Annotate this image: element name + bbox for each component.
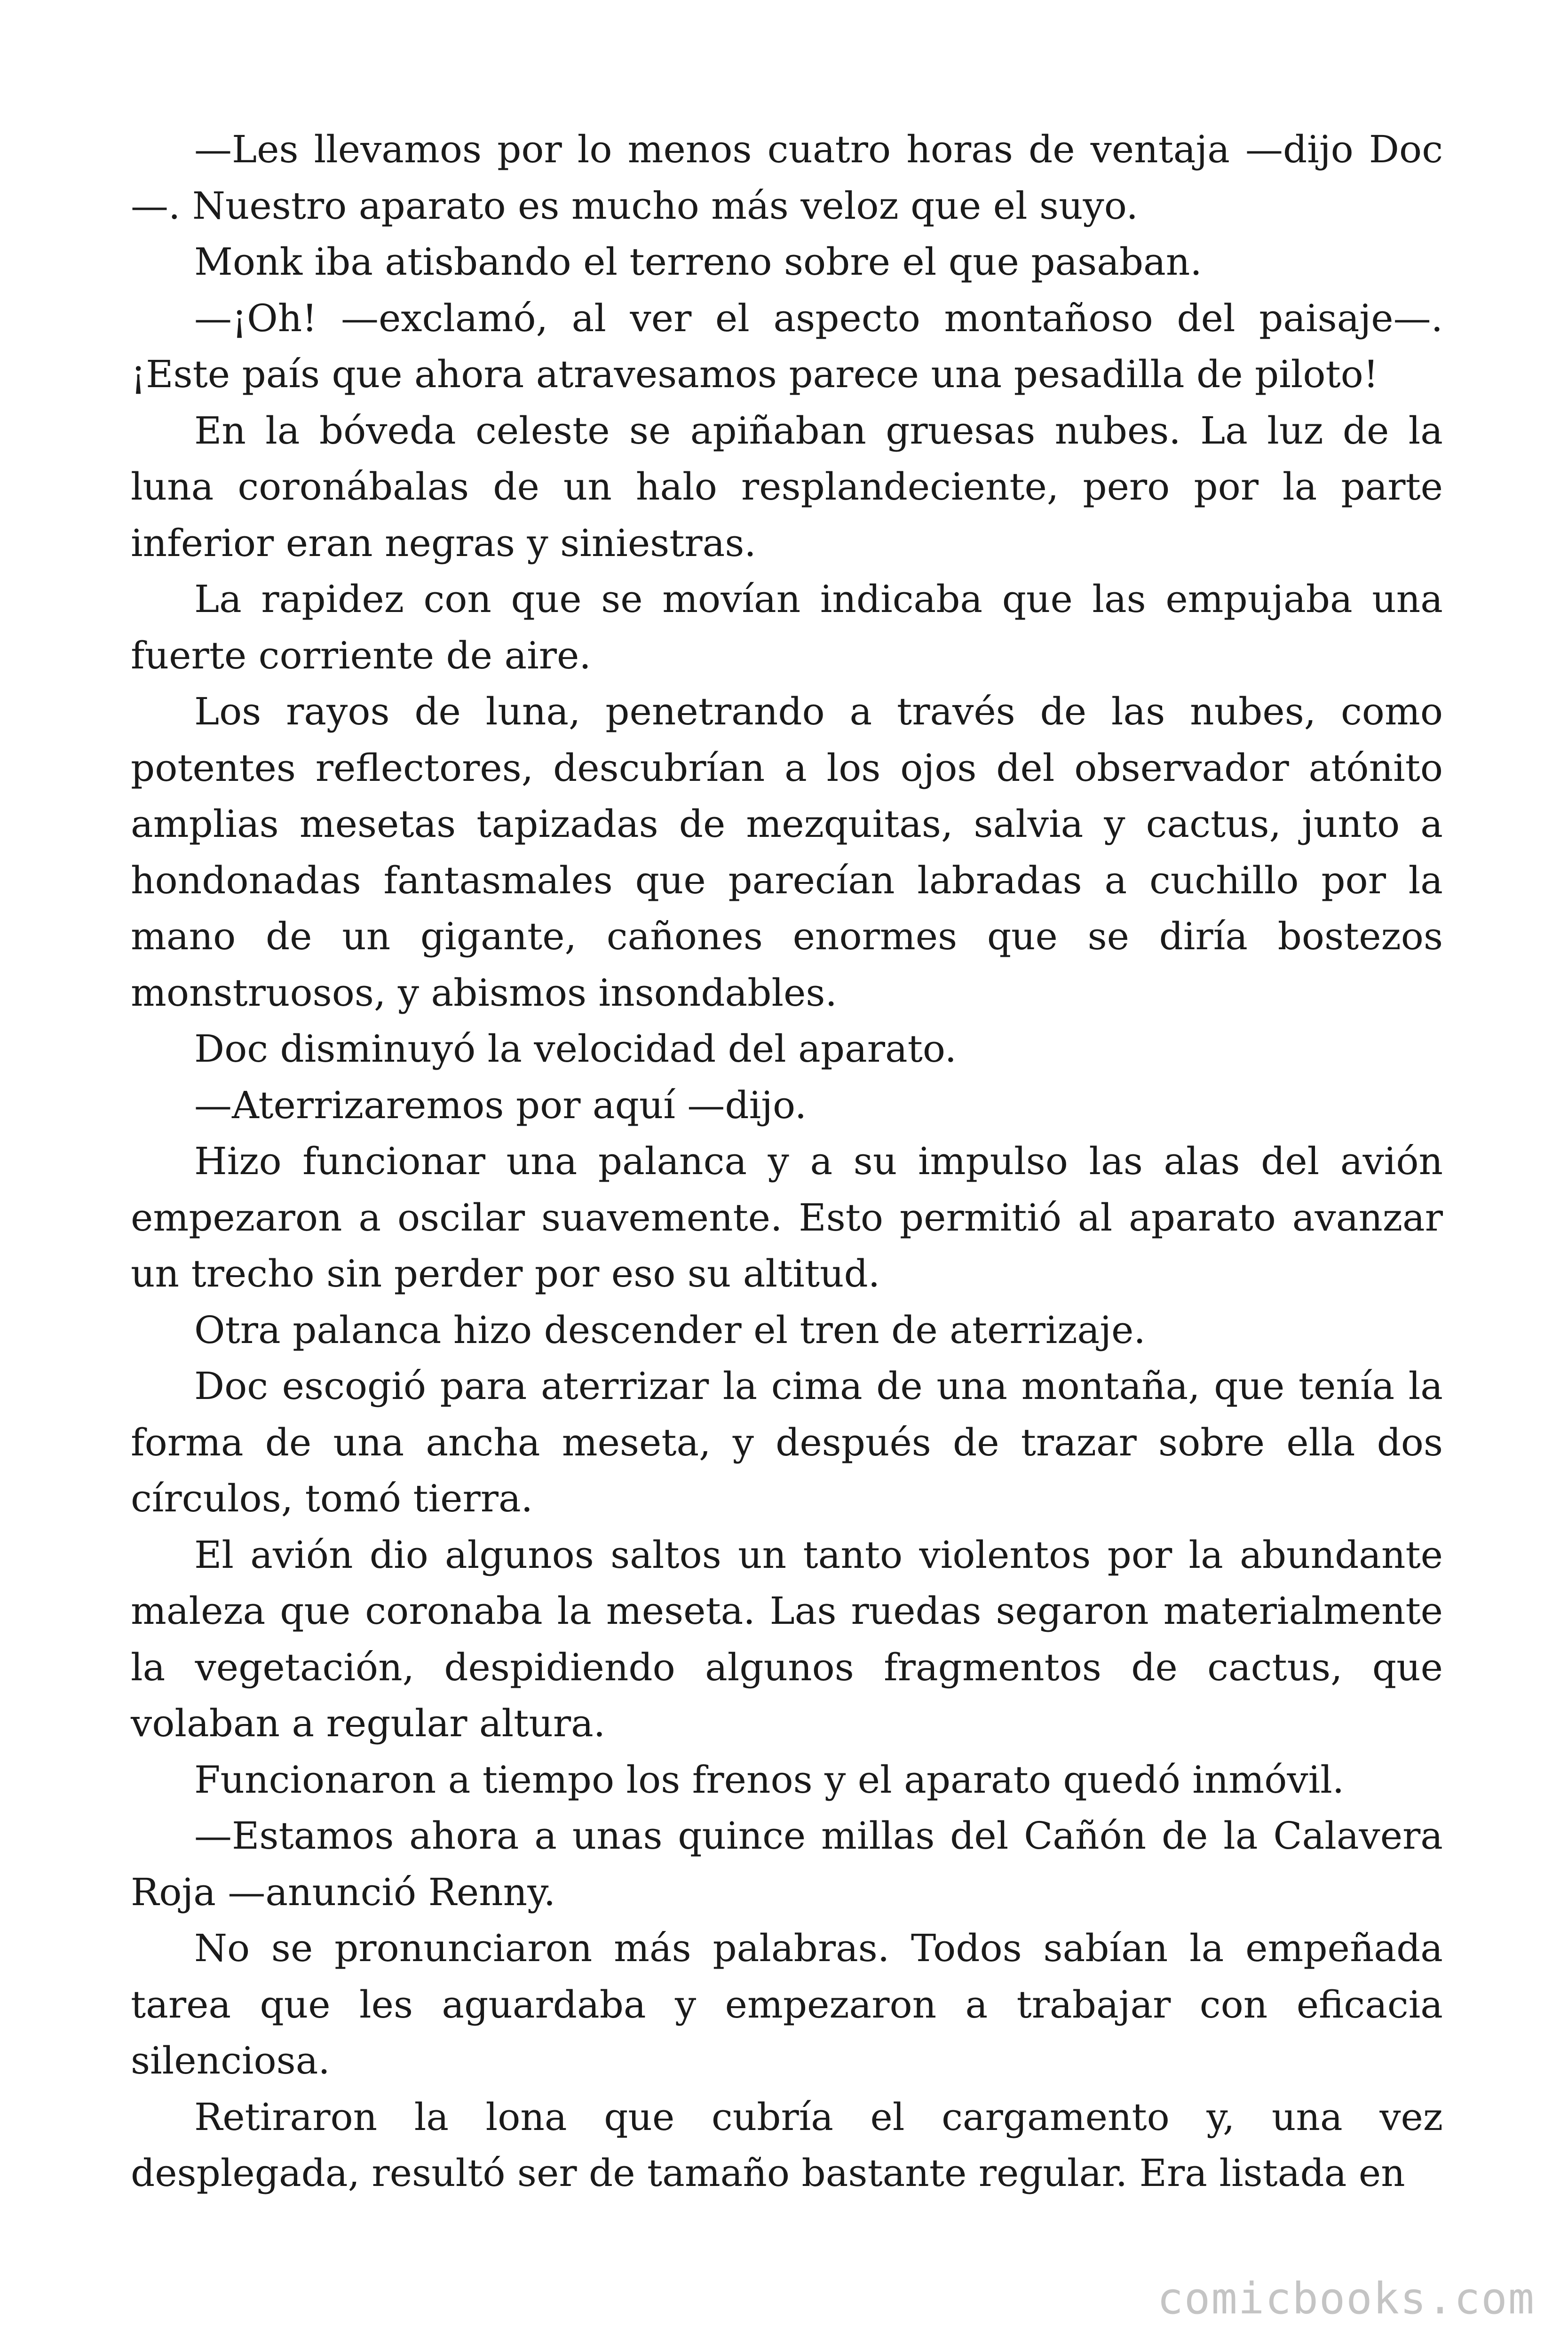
paragraph: Doc escogió para aterrizar la cima de una montaña, que tenía la forma de una ancha meseta, y después de trazar sobre ella dos círculos, tomó tierra. — [131, 1364, 1443, 1520]
paragraph: Hizo funcionar una palanca y a su impulso las alas del avión empezaron a oscilar suavemente. Esto permitió al aparato avanzar un trecho sin perder por eso su altitud. — [131, 1139, 1443, 1295]
paragraph: —¡Oh! —exclamó, al ver el aspecto montañoso del paisaje—. ¡Este país que ahora atravesamos parece una pesadilla de piloto! — [131, 296, 1443, 396]
paragraph: La rapidez con que se movían indicaba que las empujaba una fuerte corriente de aire. — [131, 577, 1443, 677]
paragraph: Retiraron la lona que cubría el cargamento y, una vez desplegada, resultó ser de tamaño bastante regular. Era listada en — [131, 2095, 1443, 2195]
paragraph: El avión dio algunos saltos un tanto violentos por la abundante maleza que coronaba la meseta. Las ruedas segaron materialmente la vegetación, despidiendo algunos fragmentos de cactus, que volaban a regular altura. — [131, 1533, 1443, 1745]
body-text — [131, 121, 1443, 2201]
paragraph: Los rayos de luna, penetrando a través de las nubes, como potentes reflectores, descubrían a los ojos del observador atónito amplias mesetas tapizadas de mezquitas, salvia y cactus, junto a hondonadas fantasmales que parecían labradas a cuchillo por la mano de un gigante, cañones enormes que se diría bostezos monstruosos, y abismos insondables. — [131, 690, 1443, 1015]
paragraph: —Aterrizaremos por aquí —dijo. — [194, 1083, 807, 1127]
paragraph: —Les llevamos por lo menos cuatro horas de ventaja —dijo Doc —. Nuestro aparato es mucho más veloz que el suyo. — [131, 127, 1443, 228]
paragraph: Funcionaron a tiempo los frenos y el aparato quedó inmóvil. — [194, 1757, 1345, 1802]
paragraph: En la bóveda celeste se apiñaban gruesas nubes. La luz de la luna coronábalas de un halo resplandeciente, pero por la parte inferior eran negras y siniestras. — [131, 408, 1443, 565]
paragraph: No se pronunciaron más palabras. Todos sabían la empeñada tarea que les aguardaba y empezaron a trabajar con eficacia silenciosa. — [131, 1926, 1443, 2082]
watermark: comicbooks.com — [1157, 2273, 1535, 2324]
paragraph: Doc disminuyó la velocidad del aparato. — [194, 1027, 957, 1071]
paragraph: —Estamos ahora a unas quince millas del Cañón de la Calavera Roja —anunció Renny. — [131, 1814, 1443, 1914]
paragraph: Monk iba atisbando el terreno sobre el que pasaban. — [194, 240, 1202, 284]
paragraph: Otra palanca hizo descender el tren de aterrizaje. — [194, 1308, 1146, 1352]
